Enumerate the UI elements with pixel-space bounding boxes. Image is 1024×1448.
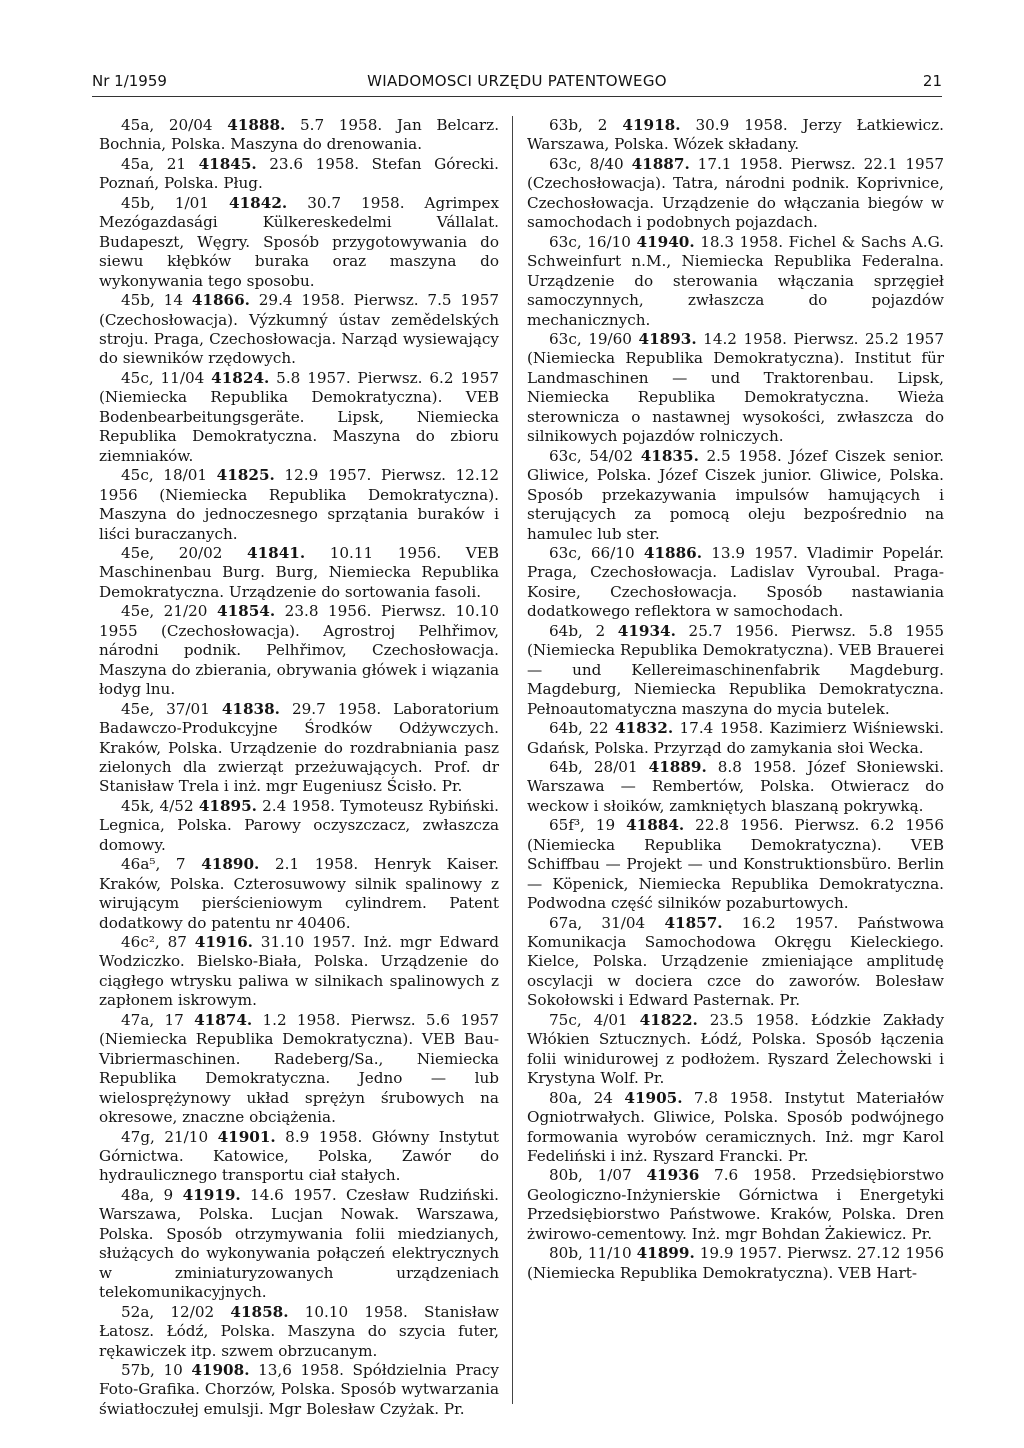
patent-entry [99,1186,499,1303]
patent-description: 23.6 1958. Stefan Górecki. Poznań, Polska. Pług. [99,154,499,193]
patent-class: 47g, 21/10 [121,1127,209,1146]
patent-number: 41888. [227,116,286,134]
patent-class: 64b, 28/01 [549,757,638,776]
patent-description: 29.7 1958. Laboratorium Badawczo-Produkcyjne Środków Odżywczych. Kraków, Polska. Urządzenie do rozdrabniania pasz zielonych dla zwierząt przeżuwających. Prof. dr Stanisław Trela i inż. mgr Eugeniusz Ścisło. Pr. [99,699,500,796]
patent-entry [527,330,944,447]
patent-description: 12.9 1957. Pierwsz. 12.12 1956 (Niemiecka Republika Demokratyczna). Maszyna do jednoczesnego sprzątania buraków i liści buraczanych. [99,466,499,543]
patent-description: 13.9 1957. Vladimir Popelár. Praga, Czechosłowacja. Ladislav Vyroubal. Praga-Kosire, Czechosłowacja. Sposób nastawiania dodatkowego reflektora w samochodach. [527,543,944,621]
patent-number: 41893. [638,329,697,348]
patent-class: 57b, 10 [121,1361,183,1379]
patent-entry [527,816,944,913]
patent-number: 41889. [648,757,707,776]
page-header [92,68,942,96]
patent-number: 41887. [631,154,690,173]
patent-class: 48a, 9 [121,1185,174,1204]
patent-class: 63c, 19/60 [549,329,632,348]
patent-number: 41918. [622,116,681,134]
patent-entry [527,1166,944,1244]
patent-number: 41824. [211,368,270,387]
patent-number: 41841. [247,543,306,562]
patent-number: 41934. [617,621,676,640]
patent-class: 45c, 11/04 [121,368,205,387]
patent-entry [99,602,499,699]
patent-number: 41845. [198,154,257,173]
patent-class: 47a, 17 [121,1010,184,1029]
patent-class: 80b, 1/07 [549,1166,632,1185]
patent-entry [99,466,499,544]
patent-number: 41822. [639,1010,698,1029]
patent-description: 2.5 1958. Józef Ciszek senior. Gliwice, Polska. Józef Ciszek junior. Gliwice, Polska. Sposób przekazywania impulsów hamujących i sterujących za pomocą oleju bezpośrednio na hamulec lub ster. [527,446,945,543]
header-rule [92,96,942,97]
patent-description: 10.11 1956. VEB Maschinenbau Burg. Burg, Niemiecka Republika Demokratyczna. Urządzenie do sortowania fasoli. [99,543,500,601]
patent-entry [99,933,499,1011]
patent-description: 30.9 1958. Jerzy Łatkiewicz. Warszawa, Polska. Wózek składany. [527,116,945,154]
patent-description: 23.8 1956. Pierwsz. 10.10 1955 (Czechosłowacja). Agrostroj Pelhřimov, národni podnik. Pelhřimov, Czechosłowacja. Maszyna do zbierania, obrywania główek i wiązania łodyg lnu. [99,602,500,699]
patent-number: 41825. [216,466,275,485]
patent-description: 5.7 1958. Jan Belcarz. Bochnia, Polska. Maszyna do drenowania. [99,116,500,154]
patent-class: 80a, 24 [549,1088,613,1107]
patent-entry [527,155,944,233]
patent-entry [99,700,499,797]
patent-number: 41899. [636,1244,695,1263]
patent-description: 25.7 1956. Pierwsz. 5.8 1955 (Niemiecka Republika Demokratyczna). VEB Brauerei — und Kellereimaschinenfabrik Magdeburg. Magdeburg, Niemiecka Republika Demokratyczna. Pełnoautomatyczna maszyna do mycia butelek. [527,621,945,718]
patent-description: 2.1 1958. Henryk Kaiser. Kraków, Polska. Czterosuwowy silnik spalinowy z wirującym pierścieniowym cylindrem. Patent dodatkowy do patentu nr 40406. [99,855,499,932]
patent-number: 41838. [221,699,280,718]
issue-number: Nr 1/1959 [92,72,167,90]
patent-entry [99,1361,499,1419]
patent-class: 80b, 11/10 [549,1244,632,1263]
patent-number: 41908. [191,1361,250,1379]
patent-description: 22.8 1956. Pierwsz. 6.2 1956 (Niemiecka Republika Demokratyczna). VEB Schiffbau — Projekt — und Konstruktionsbüro. Berlin — Köpenick, Niemiecka Republika Demokratyczna. Podwodna część silników pozaburtowych. [527,816,945,913]
patent-entry [99,1128,499,1186]
right-column [527,116,944,1283]
patent-class: 46c², 87 [121,933,187,952]
patent-number: 41886. [643,543,703,562]
patent-entry [99,1011,499,1128]
patent-class: 52a, 12/02 [121,1302,215,1321]
patent-class: 65f³, 19 [549,816,616,835]
patent-entry [99,116,499,155]
patent-class: 45b, 1/01 [121,193,210,212]
patent-number: 41895. [198,796,257,815]
patent-entry [99,369,499,466]
patent-number: 41890. [201,855,260,874]
patent-class: 63b, 2 [549,116,608,134]
patent-class: 63c, 66/10 [549,543,635,562]
patent-class: 64b, 22 [549,719,609,738]
patent-entry [527,447,944,544]
patent-number: 41835. [640,446,699,465]
patent-class: 46a⁵, 7 [121,855,186,874]
patent-entry [527,1244,944,1283]
patent-entry [99,155,499,194]
patent-description: 1.2 1958. Pierwsz. 5.6 1957 (Niemiecka Republika Demokratyczna). VEB Bau-Vibriermaschinen. Radeberg/Sa., Niemiecka Republika Demokratyczna. Jedno — lub wielosprężynowy układ sprężyn śrubowych na okresowe, znaczne obciążenia. [99,1010,499,1127]
patent-number: 41905. [624,1088,683,1107]
patent-class: 64b, 2 [549,621,606,640]
patent-class: 63c, 54/02 [549,446,634,465]
patent-class: 45k, 4/52 [121,796,194,815]
patent-entry [527,116,944,155]
patent-entry [527,1011,944,1089]
patent-description: 30.7 1958. Agrimpex Mezógazdasági Külkereskedelmi Vállalat. Budapeszt, Węgry. Sposób przygotowywania do siewu kłębków buraka oraz maszyna do wykonywania tego sposobu. [99,193,500,290]
patent-description: 7.8 1958. Instytut Materiałów Ogniotrwałych. Gliwice, Polska. Sposób podwójnego formowania wyrobów ceramicznych. Inż. mgr Karol Fedeliński i inż. Ryszard Francki. Pr. [527,1088,944,1166]
patent-entry [99,194,499,291]
patent-entry [99,291,499,369]
patent-description: 7.6 1958. Przedsiębiorstwo Geologiczno-Inżynierskie Górnictwa i Energetyki Przedsiębiorstwo Państwowe. Kraków, Polska. Dren żwirowo-cementowy. Inż. mgr Bohdan Żakiewicz. Pr. [527,1166,944,1243]
patent-description: 17.1 1958. Pierwsz. 22.1 1957 (Czechosłowacja). Tatra, národni podnik. Koprivnice, Czechosłowacja. Urządzenie do włączania biegów w samochodach i podobnych pojazdach. [527,154,945,232]
patent-entry [527,914,944,1011]
patent-class: 45c, 18/01 [121,466,208,485]
patent-entry [527,233,944,330]
patent-entry [527,1089,944,1167]
patent-class: 45e, 21/20 [121,602,208,621]
patent-class: 63c, 8/40 [549,154,624,173]
journal-title: WIADOMOSCI URZĘDU PATENTOWEGO [367,72,667,90]
patent-number: 41936 [646,1166,700,1185]
column-divider [512,116,513,1404]
patent-class: 67a, 31/04 [549,913,646,932]
patent-entry [99,544,499,602]
patent-description: 14.2 1958. Pierwsz. 25.2 1957 (Niemiecka Republika Demokratyczna). Institut für Landmaschinen — und Traktorenbau. Lipsk, Niemiecka Republika Demokratyczna. Wieża sterownicza o nastawnej wysokości, zwłaszcza do silnikowych pojazdów rolniczych. [527,329,944,446]
patent-entry [527,719,944,758]
patent-number: 41854. [217,602,276,621]
patent-description: 17.4 1958. Kazimierz Wiśniewski. Gdańsk, Polska. Przyrząd do zamykania słoi Wecka. [527,719,945,757]
patent-number: 41919. [182,1185,241,1204]
patent-description: 16.2 1957. Państwowa Komunikacja Samochodowa Okręgu Kieleckiego. Kielce, Polska. Urządzenie zmieniające amplitudę oscylacji w dociera czce do zaworów. Bolesław Sokołowski i Edward Pasternak. Pr. [527,913,945,1010]
patent-number: 41832. [614,719,674,738]
patent-class: 63c, 16/10 [549,232,631,251]
patent-number: 41858. [230,1302,289,1321]
patent-description: 8.8 1958. Józef Słoniewski. Warszawa — Rembertów, Polska. Otwieracz do weckow i słoików, zamkniętych blaszaną pokrywką. [527,757,944,815]
patent-number: 41901. [217,1127,276,1146]
patent-number: 41874. [194,1010,253,1029]
left-column [99,116,499,1419]
patent-description: 14.6 1957. Czesław Rudziński. Warszawa, Polska. Lucjan Nowak. Warszawa, Polska. Sposób otrzymywania folii miedzianych, służących do wykonywania połączeń elektrycznych w zminiaturyzowanych urządzeniach telekomunikacyjnych. [99,1185,499,1302]
patent-number: 41857. [664,913,723,932]
patent-description: 29.4 1958. Pierwsz. 7.5 1957 (Czechosłowacja). Výzkumný ústav zemědelských stroju. Praga, Czechosłowacja. Narząd wysiewający do siewników rzędowych. [99,291,500,368]
patent-class: 75c, 4/01 [549,1010,628,1029]
page-number: 21 [922,72,942,90]
patent-class: 45a, 20/04 [121,116,213,134]
patent-number: 41842. [229,193,288,212]
patent-class: 45e, 20/02 [121,543,223,562]
patent-description: 5.8 1957. Pierwsz. 6.2 1957 (Niemiecka Republika Demokratyczna). VEB Bodenbearbeitungsgeräte. Lipsk, Niemiecka Republika Demokratyczna. Maszyna do zbioru ziemniaków. [99,368,500,465]
patent-class: 45a, 21 [121,154,187,173]
patent-description: 23.5 1958. Łódzkie Zakłady Włókien Sztucznych. Łódź, Polska. Sposób łączenia folii winidurowej z podłożem. Ryszard Żelechowski i Krystyna Wolf. Pr. [527,1010,945,1088]
patent-description: 18.3 1958. Fichel & Sachs A.G. Schweinfurt n.M., Niemiecka Republika Federalna. Urządzenie do sterowania włączania sprzęgieł samoczynnych, zwłaszcza do pojazdów mechanicznych. [527,232,945,329]
patent-number: 41916. [194,933,253,952]
patent-entry [527,622,944,719]
patent-number: 41866. [191,291,250,310]
patent-class: 45e, 37/01 [121,699,210,718]
patent-class: 45b, 14 [121,291,184,310]
patent-description: 13,6 1958. Spółdzielnia Pracy Foto-Grafika. Chorzów, Polska. Sposób wytwarzania światłoczułej emulsji. Mgr Bolesław Czyżak. Pr. [99,1361,500,1418]
patent-entry [527,544,944,622]
patent-entry [99,1303,499,1361]
patent-description: 8.9 1958. Główny Instytut Górnictwa. Katowice, Polska, Zawór do hydraulicznego transportu ciał stałych. [99,1127,499,1185]
patent-number: 41884. [626,816,685,835]
patent-entry [99,797,499,855]
patent-entry [527,758,944,816]
patent-description: 19.9 1957. Pierwsz. 27.12 1956 (Niemiecka Republika Demokratyczna). VEB Hart- [527,1244,944,1282]
patent-number: 41940. [636,232,695,251]
patent-description: 2.4 1958. Tymoteusz Rybiński. Legnica, Polska. Parowy oczyszczacz, zwłaszcza domowy. [99,796,500,854]
patent-description: 10.10 1958. Stanisław Łatosz. Łódź, Polska. Maszyna do szycia futer, rękawiczek itp. szwem obrzucanym. [99,1302,500,1360]
patent-description: 31.10 1957. Inż. mgr Edward Wodziczko. Bielsko-Biała, Polska. Urządzenie do ciągłego wtrysku paliwa w silnikach spalinowych z zapłonem iskrowym. [99,933,500,1010]
patent-entry [99,855,499,933]
